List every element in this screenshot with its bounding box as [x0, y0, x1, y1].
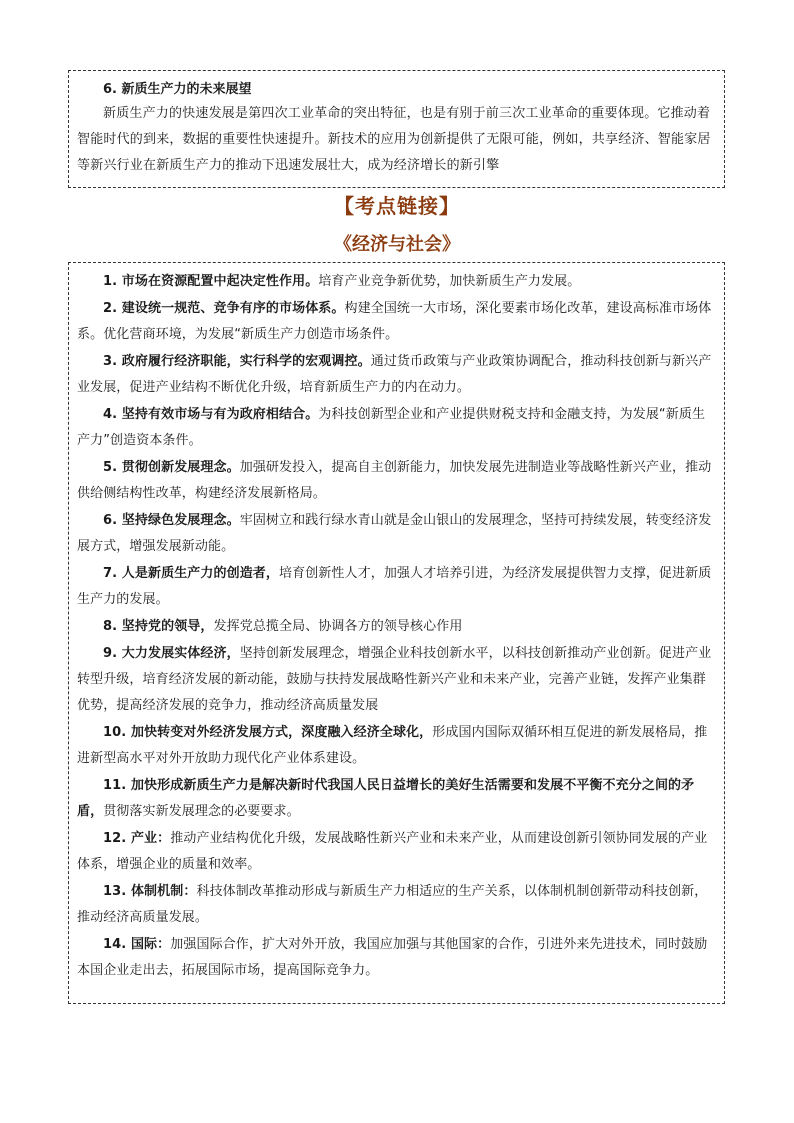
item-text: 发挥党总揽全局、协调各方的领导核心作用 — [213, 619, 463, 634]
kaodian-heading: 【考点链接】 — [334, 194, 460, 218]
list-item — [77, 455, 718, 507]
list-item — [77, 879, 718, 931]
list-item — [77, 773, 718, 825]
list-item — [77, 641, 718, 719]
item-heading: 10. 加快转变对外经济发展方式，深度融入经济全球化， — [103, 725, 433, 740]
item-text: 牢固树立和践行绿水青山就是金山银山的发展理念，坚持可持续发展，转变经济发展方式，增强发展新动能。 — [77, 513, 712, 554]
section6-body: 新质生产力的快速发展是第四次工业革命的突出特征，也是有别于前三次工业革命的重要体现。它推动着智能时代的到来，数据的重要性快速提升。新技术的应用为创新提供了无限可能，例如，共享经济、智能家居等新兴行业在新质生产力的推动下迅速发展壮大，成为经济增长的新引擎 — [77, 106, 711, 173]
item-text: 构建全国统一大市场，深化要素市场化改革，建设高标准市场体系。优化营商环境，为发展“新质生产力创造市场条件。 — [77, 301, 712, 342]
item-heading: 7. 人是新质生产力的创造者， — [103, 566, 280, 581]
section6-box — [68, 70, 725, 188]
item-heading: 8. 坚持党的领导， — [103, 619, 214, 634]
item-heading: 1. 市场在资源配置中起决定性作用。 — [103, 274, 319, 289]
item-heading: 5. 贯彻创新发展理念。 — [103, 460, 240, 475]
item-text: 培育产业竞争新优势，加快新质生产力发展。 — [318, 274, 581, 289]
item-heading: 14. 国际： — [103, 937, 171, 952]
item-heading: 11. 加快形成新质生产力是解决新时代我国人民日益增长的美好生活需要和发展不平衡不充分之间的矛盾， — [77, 778, 695, 819]
section6-title: 6. 新质生产力的未来展望 — [103, 82, 252, 97]
item-text: 培育创新性人才，加强人才培养引进，为经济发展提供智力支撑，促进新质生产力的发展。 — [77, 566, 712, 607]
item-text: 形成国内国际双循环相互促进的新发展格局，推进新型高水平对外开放助力现代化产业体系建设。 — [77, 725, 708, 766]
list-item — [77, 402, 718, 454]
list-item — [77, 826, 718, 878]
points-box — [68, 262, 725, 1004]
list-item — [77, 296, 718, 348]
list-item — [77, 614, 718, 640]
item-heading: 4. 坚持有效市场与有为政府相结合。 — [103, 407, 319, 422]
list-item — [77, 269, 718, 295]
item-text: 加强研发投入，提高自主创新能力，加快发展先进制造业等战略性新兴产业，推动供给侧结构性改革，构建经济发展新格局。 — [77, 460, 712, 501]
item-text: 通过货币政策与产业政策协调配合，推动科技创新与新兴产业发展，促进产业结构不断优化升级，培育新质生产力的内在动力。 — [77, 354, 712, 395]
item-text: 贯彻落实新发展理念的必要要求。 — [103, 804, 300, 819]
list-item — [77, 561, 718, 613]
item-text: 坚持创新发展理念，增强企业科技创新水平，以科技创新推动产业创新。促进产业转型升级，培育经济发展的新动能，鼓励与扶持发展战略性新兴产业和未来产业，完善产业链，发挥产业集群优势，提高经济发展的竞争力，推动经济高质量发展 — [77, 646, 712, 713]
item-text: 为科技创新型企业和产业提供财税支持和金融支持，为发展“新质生产力”创造资本条件。 — [77, 407, 706, 448]
item-text: 推动产业结构优化升级，发展战略性新兴产业和未来产业，从而建设创新引领协同发展的产业体系，增强企业的质量和效率。 — [77, 831, 708, 872]
list-item — [77, 932, 718, 984]
list-item — [77, 349, 718, 401]
item-heading: 12. 产业： — [103, 831, 171, 846]
item-heading: 13. 体制机制： — [103, 884, 197, 899]
item-heading: 3. 政府履行经济职能，实行科学的宏观调控。 — [103, 354, 371, 369]
list-item — [77, 508, 718, 560]
list-item — [77, 720, 718, 772]
item-heading: 6. 坚持绿色发展理念。 — [103, 513, 240, 528]
item-text: 科技体制改革推动形成与新质生产力相适应的生产关系，以体制机制创新带动科技创新，推动经济高质量发展。 — [77, 884, 708, 925]
item-text: 加强国际合作，扩大对外开放，我国应加强与其他国家的合作，引进外来先进技术，同时鼓励本国企业走出去，拓展国际市场，提高国际竞争力。 — [77, 937, 708, 978]
subject-subtitle: 《经济与社会》 — [334, 234, 460, 255]
item-heading: 9. 大力发展实体经济， — [103, 646, 240, 661]
item-heading: 2. 建设统一规范、竞争有序的市场体系。 — [103, 301, 345, 316]
